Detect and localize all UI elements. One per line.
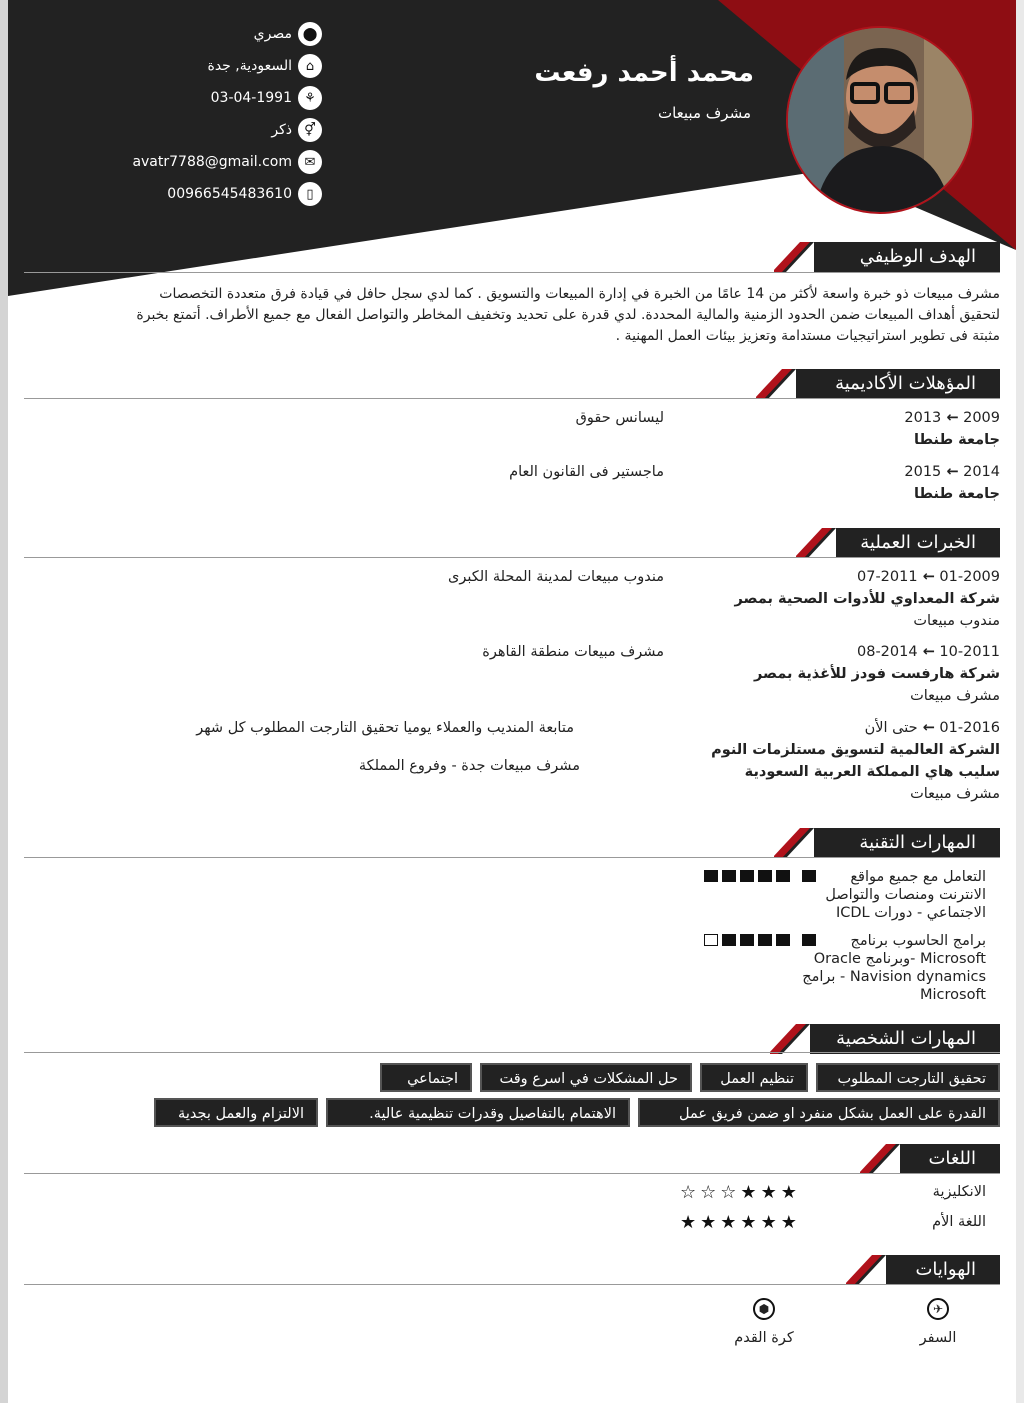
date-from: 01-2009 [939,569,1000,585]
birthday-cake-icon: ⚘ [292,82,328,114]
section-title: الهوايات [886,1255,1000,1285]
contact-text: 03-04-1991 [210,90,292,106]
experience-detail: مشرف مبيعات جدة - وفروع المملكة [358,758,580,774]
soccer-ball-icon: ⬢ [753,1298,775,1320]
experience-role: مشرف مبيعات [910,786,1000,802]
rating-square-filled [776,870,790,882]
email-icon: ✉ [292,146,328,178]
heading-slant-decoration [756,369,796,399]
section-title: المهارات التقنية [814,828,1000,858]
star-filled-icon: ★ [780,1212,797,1233]
skill-tag: القدرة على العمل بشكل منفرد او ضمن فريق عمل [638,1098,1000,1127]
hobby-name: السفر [919,1330,957,1346]
location-pin-icon: ⬤ [292,18,328,50]
hobby-football [724,1298,804,1346]
experience-detail: مشرف مبيعات منطقة القاهرة [482,644,664,660]
date-from: 10-2011 [939,644,1000,660]
experience-dates [857,644,1000,660]
rating-square-filled [758,870,772,882]
experience-company: الشركة العالمية لتسويق مستلزمات النوم [711,742,1000,758]
section-divider [24,557,1000,558]
rating-square-filled [802,870,816,882]
rating-square-filled [704,870,718,882]
hobby-name: كرة القدم [734,1330,794,1346]
experience-role: مشرف مبيعات [910,688,1000,704]
experience-detail: متابعة المنديب والعملاء يوميا تحقيق التارجت المطلوب كل شهر [196,720,574,736]
profile-title: مشرف مبيعات [657,104,751,122]
contact-list [128,18,328,210]
tech-skill-line: الاجتماعي - دورات ICDL [835,905,986,921]
skill-tag: الاهتمام بالتفاصيل وقدرات تنظيمية عالية. [326,1098,630,1127]
heading-slant-decoration [796,528,836,558]
star-empty-icon: ☆ [720,1182,737,1203]
date-to: 2013 [904,410,942,426]
tech-skill-line: الانترنت ومنصات والتواصل [825,887,986,903]
experience-company: سليب هاي المملكة العربية السعودية [744,764,1000,780]
profile-name: محمد أحمد رفعت [534,58,754,88]
heading-slant-decoration [774,828,814,858]
contact-text: ذكر [271,122,292,138]
star-filled-icon: ★ [700,1212,717,1233]
section-divider [24,857,1000,858]
star-filled-icon: ★ [740,1182,757,1203]
contact-nationality [128,18,328,50]
contact-text: مصري [253,26,292,42]
arrow-left-icon: ← [917,644,935,660]
objective-line: لتحقيق أهداف المبيعات ضمن الحدود الزمنية والمالية المحددة. لدي قدرة على تحديد وتخفيف المخاطر والتواصل الفعال مع جميع الأطراف. أتمتع بخبرة [136,307,1000,323]
star-empty-icon: ☆ [700,1182,717,1203]
gender-icon: ⚥ [292,114,328,146]
rating-square-filled [802,934,816,946]
contact-birthdate [128,82,328,114]
tech-skill-line: التعامل مع جميع مواقع [850,869,986,885]
star-empty-icon: ☆ [680,1182,697,1203]
home-icon: ⌂ [292,50,328,82]
section-title: الهدف الوظيفي [814,242,1000,272]
section-heading-objective [774,242,1000,272]
experience-dates [857,569,1000,585]
contact-gender [128,114,328,146]
heading-slant-decoration [770,1024,810,1054]
profile-photo [786,26,974,214]
tech-skill-rating [704,934,816,946]
section-heading-personal-skills [770,1024,1000,1054]
language-name: اللغة الأم [932,1214,986,1230]
experience-dates [865,720,1000,736]
rating-square-filled [776,934,790,946]
skill-tag: تنظيم العمل [700,1063,808,1092]
arrow-left-icon: ← [941,464,959,480]
contact-phone [128,178,328,210]
contact-text: السعودية, جدة [207,58,292,74]
rating-square-filled [758,934,772,946]
skill-tag: الالتزام والعمل بجدية [154,1098,318,1127]
rating-square-filled [740,934,754,946]
section-title: المهارات الشخصية [810,1024,1000,1054]
education-school: جامعة طنطا [913,486,1000,502]
contact-address [128,50,328,82]
contact-text[interactable]: 00966545483610 [167,186,292,202]
rating-square-empty [704,934,718,946]
section-heading-languages [860,1144,1000,1174]
tech-skill-title [802,932,986,1004]
section-title: اللغات [900,1144,1000,1174]
education-dates [904,464,1000,480]
rating-square-filled [740,870,754,882]
date-to: 07-2011 [857,569,918,585]
heading-slant-decoration [846,1255,886,1285]
objective-line: مثبتة فى تطوير استراتيجيات مستدامة وتعزيز بيئات العمل المهنية . [615,328,1000,344]
language-name: الانكليزية [932,1184,986,1200]
date-to: حتى الأن [864,720,918,736]
profile-photo-illustration [786,28,972,214]
resume-page [8,0,1016,1403]
skill-tag: حل المشكلات في اسرع وقت [480,1063,692,1092]
rating-square-filled [722,934,736,946]
mobile-phone-icon: ▯ [292,178,328,210]
tech-skill-title [825,868,986,922]
date-from: 2009 [963,410,1000,426]
education-degree: ليسانس حقوق [575,410,664,426]
page-margin [0,0,8,1403]
star-filled-icon: ★ [780,1182,797,1203]
education-degree: ماجستير فى القانون العام [509,464,664,480]
date-from: 01-2016 [939,720,1000,736]
experience-company: شركة هارفست فودز للأغذية بمصر [754,666,1000,682]
tech-skill-line: برامج الحاسوب برنامج [850,933,986,949]
tech-skill-line: Microsoft -وبرنامج Oracle [813,951,986,967]
date-from: 2014 [963,464,1000,480]
arrow-left-icon: ← [917,720,935,736]
section-heading-experience [796,528,1000,558]
star-filled-icon: ★ [720,1212,737,1233]
experience-detail: مندوب مبيعات لمدينة المحلة الكبرى [448,569,664,585]
experience-company: شركة المعداوي للأدوات الصحية بمصر [734,591,1000,607]
section-divider [24,1173,1000,1174]
section-heading-tech-skills [774,828,1000,858]
language-rating [680,1184,797,1202]
globe-travel-icon: ✈ [927,1298,949,1320]
arrow-left-icon: ← [917,569,935,585]
section-divider [24,1284,1000,1285]
star-filled-icon: ★ [740,1212,757,1233]
section-title: المؤهلات الأكاديمية [796,369,1000,399]
contact-text[interactable]: avatr7788@gmail.com [132,154,292,170]
experience-role: مندوب مبيعات [913,613,1000,629]
date-to: 2015 [904,464,942,480]
skill-tag: اجتماعي [380,1063,472,1092]
objective-text [10,284,1000,347]
tech-skill-rating [704,870,816,882]
hobby-travel [908,1298,968,1346]
star-filled-icon: ★ [760,1182,777,1203]
education-school: جامعة طنطا [913,432,1000,448]
education-dates [904,410,1000,426]
rating-square-filled [722,870,736,882]
language-rating [680,1214,797,1232]
heading-slant-decoration [774,242,814,272]
section-title: الخبرات العملية [836,528,1000,558]
section-heading-education [756,369,1000,399]
heading-slant-decoration [860,1144,900,1174]
objective-line: مشرف مبيعات ذو خبرة واسعة لأكثر من 14 عامًا من الخبرة في إدارة المبيعات والتسويق . كما لدي سجل حافل في قيادة فرق متعددة التخصصات [159,286,1000,302]
star-filled-icon: ★ [760,1212,777,1233]
skill-tag: تحقيق التارجت المطلوب [816,1063,1000,1092]
section-divider [24,272,1000,273]
contact-email [128,146,328,178]
date-to: 08-2014 [857,644,918,660]
tech-skill-line: Navision dynamics - برامج [802,969,986,985]
star-filled-icon: ★ [680,1212,697,1233]
section-divider [24,398,1000,399]
arrow-left-icon: ← [941,410,959,426]
tech-skill-line: Microsoft [920,987,986,1003]
section-heading-hobbies [846,1255,1000,1285]
section-divider [24,1052,1000,1053]
